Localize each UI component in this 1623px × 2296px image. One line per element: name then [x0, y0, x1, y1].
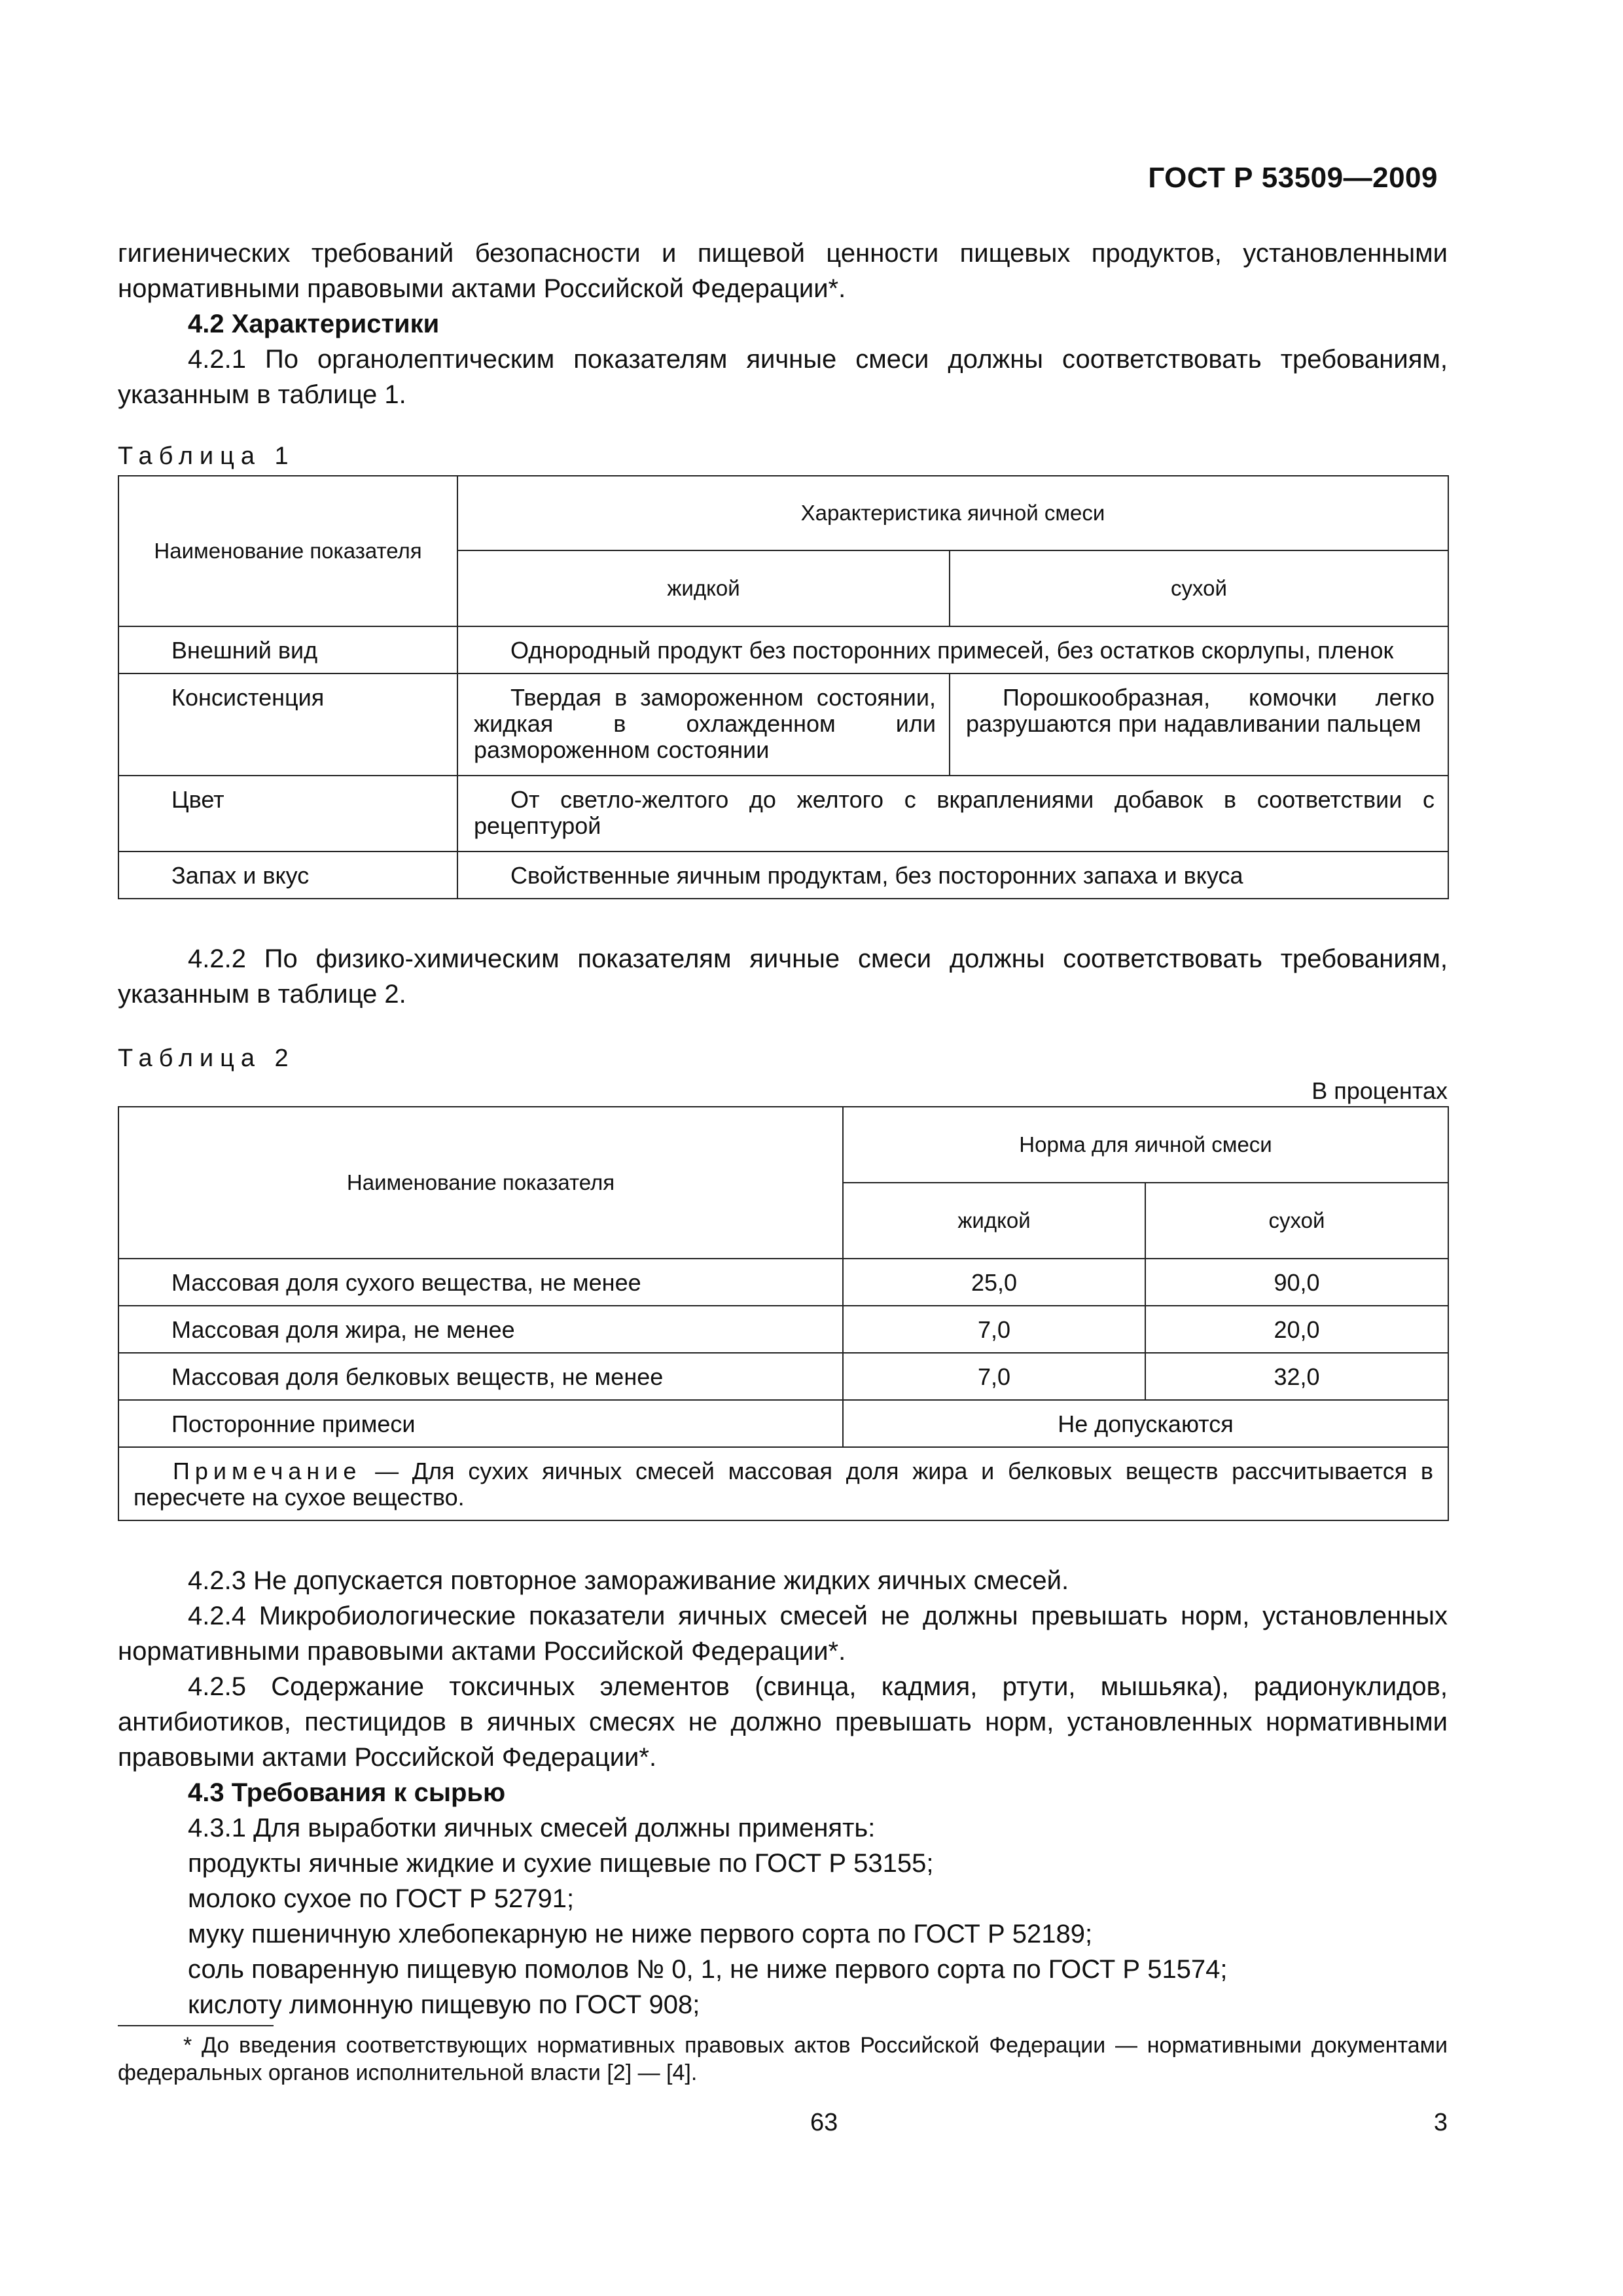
table1-header-dry: сухой — [950, 550, 1448, 626]
table2-row-name: Массовая доля жира, не менее — [118, 1306, 843, 1353]
paragraph-4-2-1: 4.2.1 По органолептическим показателям яичные смеси должны соответствовать требованиям, указанным в таблице 1. — [118, 345, 1448, 409]
table2-row-name: Массовая доля белковых веществ, не менее — [118, 1353, 843, 1400]
table2-row-liquid: 7,0 — [843, 1306, 1145, 1353]
table1-row-name: Консистенция — [118, 673, 457, 776]
page-number-center: 63 — [810, 2109, 838, 2136]
table2-row-dry: 90,0 — [1145, 1259, 1448, 1306]
main-body — [118, 236, 1448, 2022]
paragraph-4-3-1: 4.3.1 Для выработки яичных смесей должны применять: — [188, 1814, 876, 1842]
table2-units: В процентах — [1311, 1077, 1448, 1104]
table1-row-name: Запах и вкус — [118, 852, 457, 899]
table1 — [118, 475, 1449, 899]
table1-row-liquid: Твердая в замороженном состоянии, жидкая в охлажденном или размороженном состоянии — [457, 673, 950, 776]
table2-row-liquid: 25,0 — [843, 1259, 1145, 1306]
note-label: Примечание — [173, 1458, 362, 1484]
section-4-2-heading: 4.2 Характеристики — [188, 310, 440, 338]
table-row — [118, 626, 1448, 673]
table-row — [118, 1447, 1448, 1520]
table2-header-dry: сухой — [1145, 1183, 1448, 1259]
table2-caption: Таблица 2 — [118, 1045, 295, 1072]
table1-header-name: Наименование показателя — [118, 476, 457, 626]
page-number-right: 3 — [1433, 2109, 1448, 2136]
table1-row-merged: Свойственные яичным продуктам, без посторонних запаха и вкуса — [457, 852, 1448, 899]
table1-row-name: Цвет — [118, 776, 457, 852]
table2-header-group: Норма для яичной смеси — [843, 1107, 1448, 1183]
list-item: кислоту лимонную пищевую по ГОСТ 908; — [188, 1990, 700, 2019]
table1-caption: Таблица 1 — [118, 442, 295, 470]
list-item: продукты яичные жидкие и сухие пищевые по ГОСТ Р 53155; — [188, 1849, 934, 1878]
table1-header-group: Характеристика яичной смеси — [457, 476, 1448, 550]
intro-paragraph: гигиенических требований безопасности и пищевой ценности пищевых продуктов, установленными нормативными правовыми актами Российской Федерации*. — [118, 239, 1448, 303]
list-item: муку пшеничную хлебопекарную не ниже первого сорта по ГОСТ Р 52189; — [188, 1920, 1093, 1948]
table-row — [118, 1259, 1448, 1306]
table2-row-name: Посторонние примеси — [118, 1400, 843, 1447]
list-item: соль поваренную пищевую помолов № 0, 1, не ниже первого сорта по ГОСТ Р 51574; — [188, 1955, 1228, 1984]
table2-row-name: Массовая доля сухого вещества, не менее — [118, 1259, 843, 1306]
table-row — [118, 1353, 1448, 1400]
table1-row-dry: Порошкообразная, комочки легко разрушаются при надавливании пальцем — [950, 673, 1448, 776]
table1-header-liquid: жидкой — [457, 550, 950, 626]
table1-row-merged: От светло-желтого до желтого с вкраплениями добавок в соответствии с рецептурой — [457, 776, 1448, 852]
table2-row-dry: 20,0 — [1145, 1306, 1448, 1353]
footnote: * До введения соответствующих нормативных правовых актов Российской Федерации — нормативными документами федеральных органов исполнительной власти [2] — [4]. — [118, 2033, 1448, 2085]
table2-row-merged: Не допускаются — [843, 1400, 1448, 1447]
table2-header-name: Наименование показателя — [118, 1107, 843, 1259]
table-row — [118, 1400, 1448, 1447]
note-text: — Для сухих яичных смесей массовая доля жира и белковых веществ рассчитывается в пересчете на сухое вещество. — [134, 1458, 1434, 1511]
table2-row-liquid: 7,0 — [843, 1353, 1145, 1400]
table1-row-merged: Однородный продукт без посторонних примесей, без остатков скорлупы, пленок — [457, 626, 1448, 673]
table2-row-dry: 32,0 — [1145, 1353, 1448, 1400]
paragraph-4-2-2: 4.2.2 По физико-химическим показателям яичные смеси должны соответствовать требованиям, указанным в таблице 2. — [118, 944, 1448, 1009]
table-row — [118, 1306, 1448, 1353]
list-item: молоко сухое по ГОСТ Р 52791; — [188, 1884, 575, 1913]
document-standard-number: ГОСТ Р 53509—2009 — [1148, 162, 1438, 194]
table-row — [118, 673, 1448, 776]
paragraph-4-2-4: 4.2.4 Микробиологические показатели яичных смесей не должны превышать норм, установленных нормативными правовыми актами Российской Федерации*. — [118, 1602, 1448, 1666]
paragraph-4-2-5: 4.2.5 Содержание токсичных элементов (свинца, кадмия, ртути, мышьяка), радионуклидов, антибиотиков, пестицидов в яичных смесях не должно превышать норм, установленных нормативными правовыми актами Российской Федерации*. — [118, 1672, 1448, 1772]
table-row — [118, 852, 1448, 899]
table-row — [118, 776, 1448, 852]
table2-header-liquid: жидкой — [843, 1183, 1145, 1259]
footnote-divider — [118, 2025, 274, 2026]
table2-note — [118, 1447, 1448, 1520]
table1-row-name: Внешний вид — [118, 626, 457, 673]
paragraph-4-2-3: 4.2.3 Не допускается повторное замораживание жидких яичных смесей. — [188, 1566, 1069, 1595]
section-4-3-heading: 4.3 Требования к сырью — [188, 1778, 506, 1807]
table2 — [118, 1106, 1449, 1521]
